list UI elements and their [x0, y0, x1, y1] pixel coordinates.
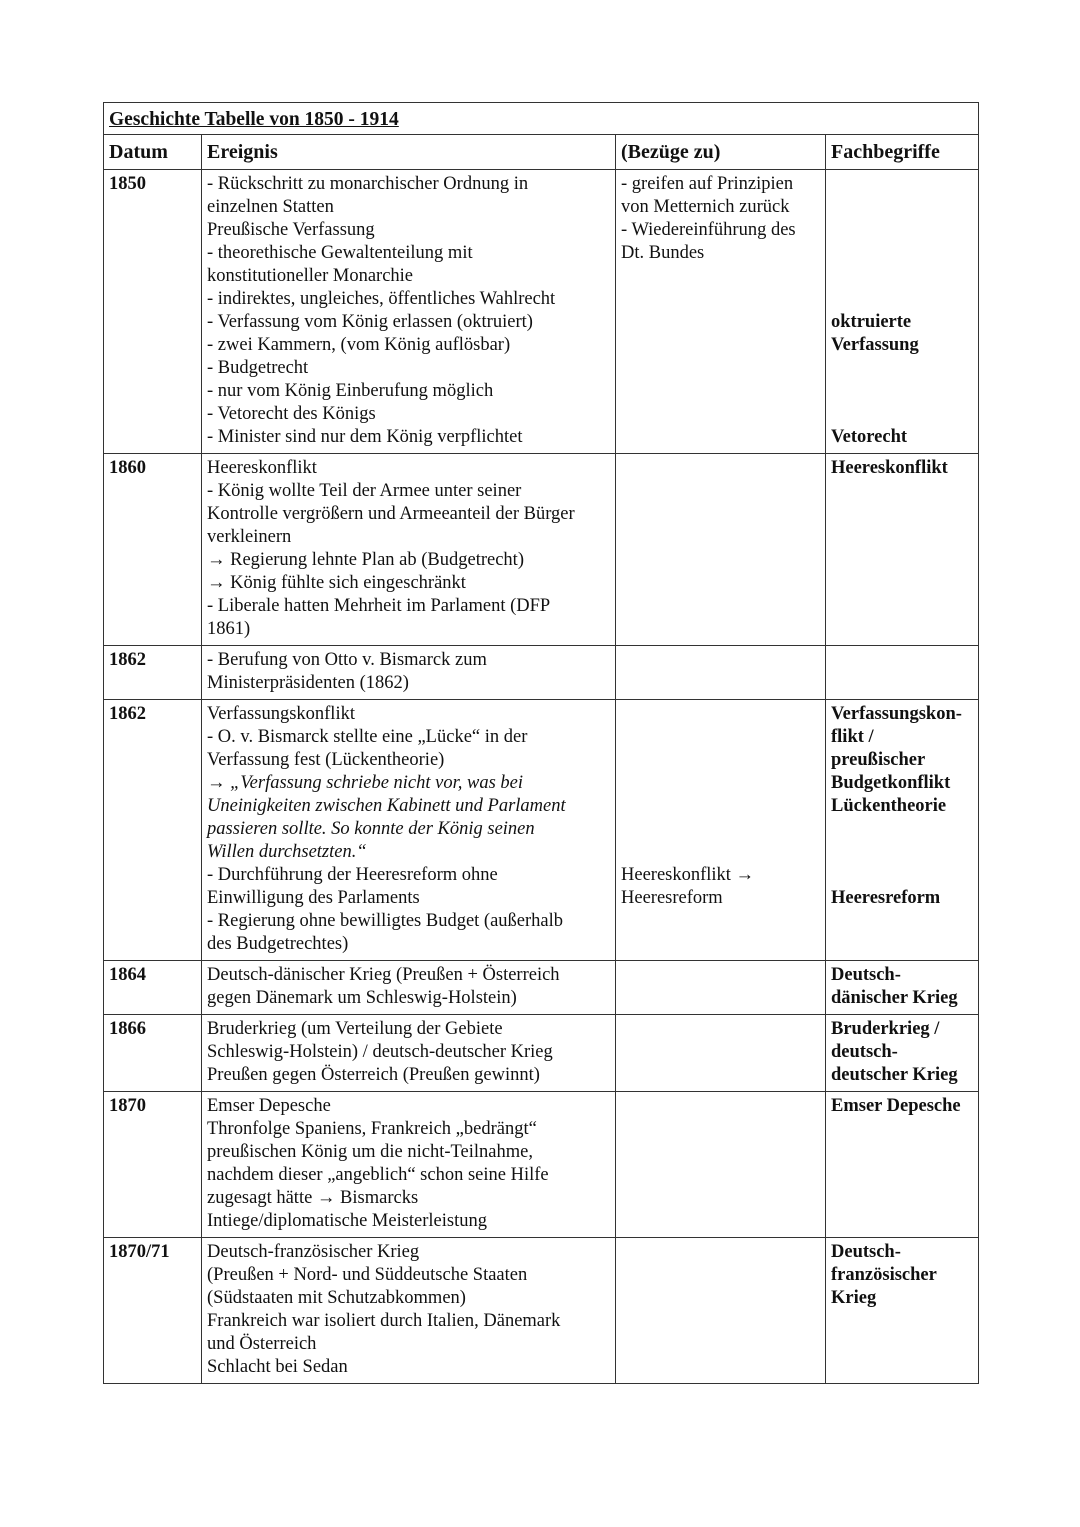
history-table	[103, 102, 979, 1384]
event-line: Deutsch-dänischer Krieg (Preußen + Österreich	[207, 965, 560, 985]
event-line: → König fühlte sich eingeschränkt	[207, 573, 466, 593]
refs-cell	[616, 454, 826, 646]
terms-cell	[826, 646, 979, 700]
event-line: - Vetorecht des Königs	[207, 404, 376, 424]
event-cell	[202, 700, 616, 961]
refs-cell	[616, 961, 826, 1015]
event-line: Schlacht bei Sedan	[207, 1357, 348, 1377]
event-line: Verfassungskonflikt	[207, 704, 355, 724]
refs-line: Heeresreform	[621, 888, 723, 908]
event-line: 1861)	[207, 619, 251, 639]
event-line: - zwei Kammern, (vom König auflösbar)	[207, 335, 511, 355]
event-line: - König wollte Teil der Armee unter seiner	[207, 481, 522, 501]
term-line: Deutsch-	[831, 965, 901, 985]
event-line: passieren sollte. So konnte der König seinen	[207, 819, 535, 839]
event-line: - Verfassung vom König erlassen (oktruiert)	[207, 312, 533, 332]
date-cell: 1866	[104, 1015, 202, 1092]
event-line: Kontrolle vergrößern und Armeeanteil der Bürger	[207, 504, 575, 524]
event-line: - Durchführung der Heeresreform ohne	[207, 865, 498, 885]
table-row	[104, 1238, 979, 1384]
event-line: Einwilligung des Parlaments	[207, 888, 420, 908]
date-cell: 1862	[104, 700, 202, 961]
event-cell	[202, 170, 616, 454]
term-line: dänischer Krieg	[831, 988, 958, 1008]
event-line: einzelnen Statten	[207, 197, 334, 217]
terms-cell	[826, 700, 979, 961]
term-line: deutscher Krieg	[831, 1065, 958, 1085]
terms-cell	[826, 1092, 979, 1238]
terms-cell	[826, 170, 979, 454]
date-cell: 1850	[104, 170, 202, 454]
event-cell	[202, 646, 616, 700]
event-line: verkleinern	[207, 527, 292, 547]
event-line: Preußische Verfassung	[207, 220, 375, 240]
event-line: - Berufung von Otto v. Bismarck zum	[207, 650, 487, 670]
header-refs: (Bezüge zu)	[616, 135, 826, 170]
event-line: - O. v. Bismarck stellte eine „Lücke“ in der	[207, 727, 528, 747]
table-row	[104, 961, 979, 1015]
refs-line	[621, 818, 820, 841]
header-row	[104, 135, 979, 170]
event-line: (Preußen + Nord- und Süddeutsche Staaten	[207, 1265, 528, 1285]
event-line: → „Verfassung schriebe nicht vor, was bei	[207, 773, 524, 793]
date-cell: 1870	[104, 1092, 202, 1238]
table-row	[104, 454, 979, 646]
table-row	[104, 1092, 979, 1238]
event-line: - indirektes, ungleiches, öffentliches Wahlrecht	[207, 289, 556, 309]
term-line: Emser Depesche	[831, 1096, 961, 1116]
refs-line	[621, 703, 820, 726]
term-line: Heereskonflikt	[831, 458, 948, 478]
event-line: - theorethische Gewaltenteilung mit	[207, 243, 473, 263]
event-line: zugesagt hätte → Bismarcks	[207, 1188, 419, 1208]
table-row	[104, 700, 979, 961]
date-cell: 1864	[104, 961, 202, 1015]
term-line: deutsch-	[831, 1042, 898, 1062]
event-line: Verfassung fest (Lückentheorie)	[207, 750, 445, 770]
refs-line: - Wiedereinführung des	[621, 220, 796, 240]
event-line: Frankreich war isoliert durch Italien, Dänemark	[207, 1311, 561, 1331]
term-line	[831, 380, 973, 403]
event-line: Emser Depesche	[207, 1096, 331, 1116]
event-line: Ministerpräsidenten (1862)	[207, 673, 409, 693]
refs-cell	[616, 1092, 826, 1238]
refs-line	[621, 749, 820, 772]
event-line: Intiege/diplomatische Meisterleistung	[207, 1211, 488, 1231]
refs-line	[621, 841, 820, 864]
term-line: Verfassung	[831, 335, 919, 355]
term-line: Bruderkrieg /	[831, 1019, 940, 1039]
event-line: - Minister sind nur dem König verpflichtet	[207, 427, 523, 447]
term-line	[831, 242, 973, 265]
term-line	[831, 403, 973, 426]
event-line: Thronfolge Spaniens, Frankreich „bedrängt“	[207, 1119, 537, 1139]
term-line: flikt /	[831, 727, 874, 747]
event-line: und Österreich	[207, 1334, 317, 1354]
refs-line: Heereskonflikt →	[621, 865, 755, 885]
term-line: Krieg	[831, 1288, 877, 1308]
event-line: - Budgetrecht	[207, 358, 309, 378]
event-line: - Rückschritt zu monarchischer Ordnung in	[207, 174, 529, 194]
header-terms: Fachbegriffe	[826, 135, 979, 170]
term-line: französischer	[831, 1265, 937, 1285]
term-line: Lückentheorie	[831, 796, 947, 816]
event-line: - nur vom König Einberufung möglich	[207, 381, 494, 401]
event-line: - Regierung ohne bewilligtes Budget (außerhalb	[207, 911, 564, 931]
term-line: Vetorecht	[831, 427, 908, 447]
terms-cell	[826, 1238, 979, 1384]
event-line: gegen Dänemark um Schleswig-Holstein)	[207, 988, 517, 1008]
term-line	[831, 841, 973, 864]
refs-line: Dt. Bundes	[621, 243, 705, 263]
refs-cell	[616, 1238, 826, 1384]
term-line: preußischer	[831, 750, 926, 770]
table-row	[104, 170, 979, 454]
term-line	[831, 196, 973, 219]
refs-cell	[616, 170, 826, 454]
refs-cell	[616, 1015, 826, 1092]
event-line: Deutsch-französischer Krieg	[207, 1242, 420, 1262]
event-line: nachdem dieser „angeblich“ schon seine Hilfe	[207, 1165, 549, 1185]
refs-line	[621, 795, 820, 818]
term-line	[831, 864, 973, 887]
title-row	[104, 103, 979, 135]
table-row	[104, 1015, 979, 1092]
date-cell: 1862	[104, 646, 202, 700]
history-table-document	[103, 102, 978, 1384]
refs-line	[621, 726, 820, 749]
table-title: Geschichte Tabelle von 1850 - 1914	[104, 103, 979, 135]
event-line: Schleswig-Holstein) / deutsch-deutscher Krieg	[207, 1042, 553, 1062]
term-line	[831, 219, 973, 242]
event-line: des Budgetrechtes)	[207, 934, 349, 954]
refs-line: von Metternich zurück	[621, 197, 790, 217]
header-event: Ereignis	[202, 135, 616, 170]
event-cell	[202, 961, 616, 1015]
term-line: oktruierte	[831, 312, 912, 332]
term-line	[831, 357, 973, 380]
header-date: Datum	[104, 135, 202, 170]
date-cell: 1870/71	[104, 1238, 202, 1384]
term-line	[831, 288, 973, 311]
term-line	[831, 265, 973, 288]
refs-line	[621, 772, 820, 795]
event-line: Bruderkrieg (um Verteilung der Gebiete	[207, 1019, 503, 1039]
event-line: preußischen König um die nicht-Teilnahme,	[207, 1142, 533, 1162]
terms-cell	[826, 1015, 979, 1092]
event-line: Preußen gegen Österreich (Preußen gewinnt)	[207, 1065, 540, 1085]
term-line: Deutsch-	[831, 1242, 901, 1262]
refs-cell	[616, 700, 826, 961]
event-cell	[202, 1238, 616, 1384]
event-line: Uneinigkeiten zwischen Kabinett und Parlament	[207, 796, 566, 816]
event-cell	[202, 454, 616, 646]
event-cell	[202, 1092, 616, 1238]
term-line: Budgetkonflikt	[831, 773, 951, 793]
term-line: Verfassungskon-	[831, 704, 962, 724]
event-line: (Südstaaten mit Schutzabkommen)	[207, 1288, 466, 1308]
refs-cell	[616, 646, 826, 700]
term-line: Heeresreform	[831, 888, 941, 908]
refs-line: - greifen auf Prinzipien	[621, 174, 794, 194]
term-line	[831, 818, 973, 841]
term-line	[831, 173, 973, 196]
event-line: konstitutioneller Monarchie	[207, 266, 414, 286]
terms-cell	[826, 961, 979, 1015]
event-line: Heereskonflikt	[207, 458, 317, 478]
table-row	[104, 646, 979, 700]
date-cell: 1860	[104, 454, 202, 646]
terms-cell	[826, 454, 979, 646]
event-line: - Liberale hatten Mehrheit im Parlament (DFP	[207, 596, 551, 616]
event-cell	[202, 1015, 616, 1092]
event-line: Willen durchsetzten.“	[207, 842, 367, 862]
event-line: → Regierung lehnte Plan ab (Budgetrecht)	[207, 550, 524, 570]
